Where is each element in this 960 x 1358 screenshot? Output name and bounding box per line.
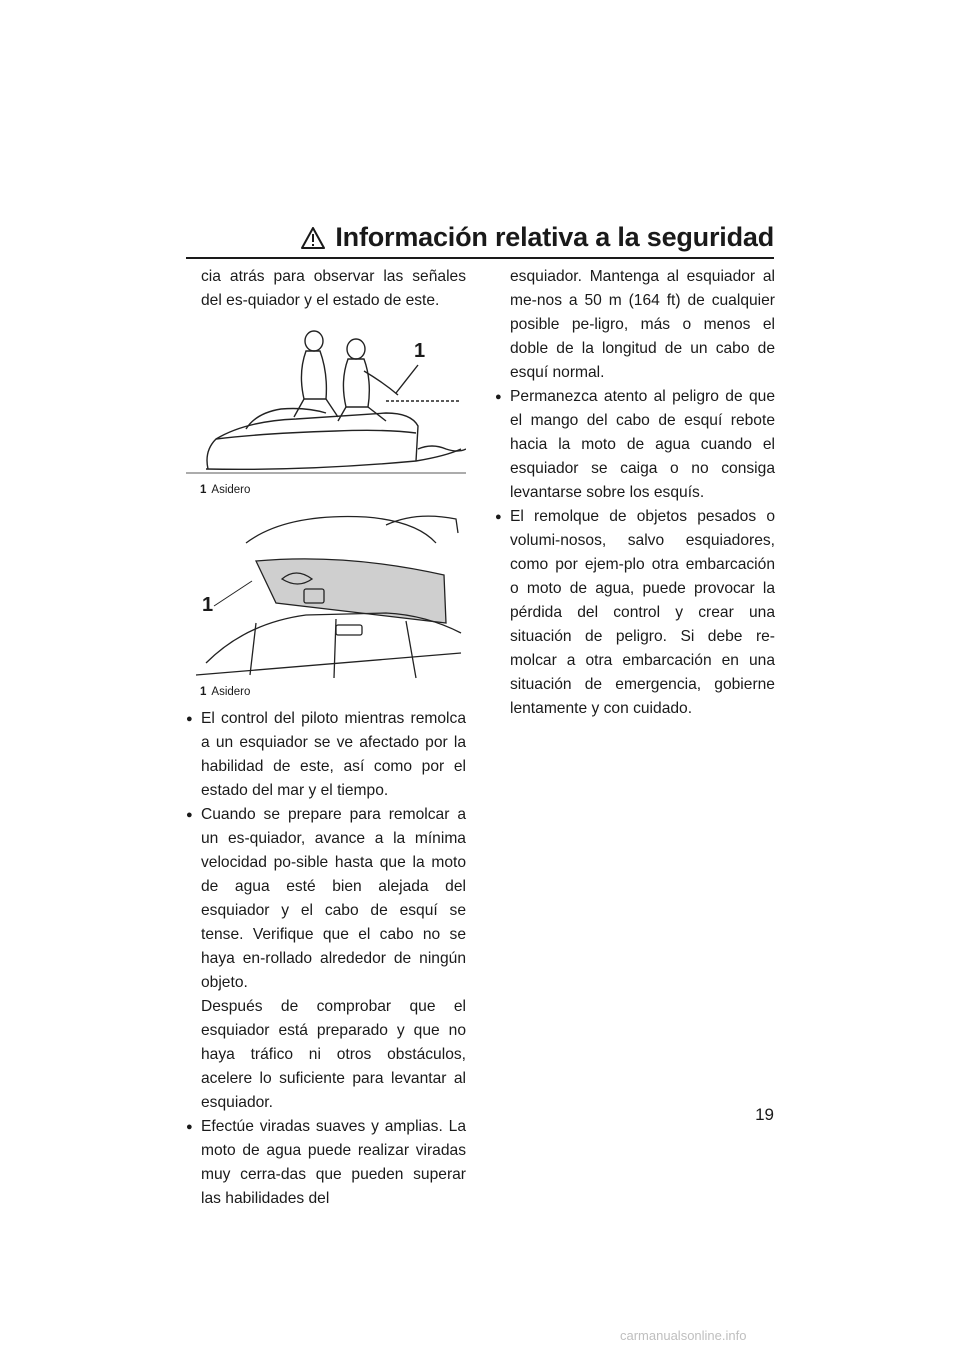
warning-triangle-icon <box>301 227 325 249</box>
bullet-turns: ● Efectúe viradas suaves y amplias. La moto de agua puede realizar viradas muy cerra-das que pueden superar las habilidades del <box>186 1115 466 1211</box>
bullet-pilot-control: ● El control del piloto mientras remolca a un esquiador se ve afectado por la habilidad de este, así como por el estado del mar y el tiempo. <box>186 707 466 803</box>
figure1-caption-number: 1 <box>200 484 207 496</box>
page-title-wrap <box>301 222 774 253</box>
figure1-callout: 1 <box>414 340 426 362</box>
figure2-caption-text: Asidero <box>211 686 251 698</box>
left-column <box>186 265 466 1211</box>
grab-handle-illustration <box>186 503 466 683</box>
figure1-caption <box>186 483 466 497</box>
jetski-towing-illustration <box>186 321 466 481</box>
bullet-prepare-tow: ● Cuando se prepare para remolcar a un es-quiador, avance a la mínima velocidad po-sible hasta que la moto de agua esté bien alejada del esquiador y el cabo de esquí se tense. Verifique que el cabo no se haya en-rollado alrededor de ningún objeto. <box>186 803 466 995</box>
bullet-towing-objects: ● El remolque de objetos pesados o volumi-nosos, salvo esquiadores, como por ejem-plo otra embarcación o moto de agua, puede provocar la pérdida del control y crear una situación de peligro. Si debe re-molcar a otra embarcación en una situación de emergencia, gobierne lentamente y con cuidado. <box>495 505 775 721</box>
page-header <box>186 222 774 254</box>
figure2-caption <box>186 685 466 699</box>
bullet-rope-rebound: ● Permanezca atento al peligro de que el mango del cabo de esquí rebote hacia la moto de agua cuando el esquiador se caiga o no consiga levantarse sobre los esquís. <box>495 385 775 505</box>
paragraph-accelerate: Después de comprobar que el esquiador está preparado y que no haya tráfico ni otros obstáculos, acelere lo suficiente para levantar al esquiador. <box>201 998 466 1111</box>
figure1-caption-text: Asidero <box>211 484 251 496</box>
figure2-caption-number: 1 <box>200 686 207 698</box>
seat-grab-handle-image <box>186 503 466 683</box>
paragraph-distance: esquiador. Mantenga al esquiador al me-nos a 50 m (164 ft) de cualquier posible pe-ligro, más o menos el doble de la longitud de un cabo de esquí normal. <box>510 268 775 381</box>
watermark: carmanualsonline.info <box>620 1328 747 1343</box>
figure2-callout: 1 <box>202 594 214 616</box>
page-number: 19 <box>755 1105 774 1124</box>
intro-paragraph: cia atrás para observar las señales del es-quiador y el estado de este. <box>201 268 466 309</box>
right-column <box>495 265 775 721</box>
header-rule <box>186 257 774 259</box>
page-title: Información relativa a la seguridad <box>335 222 774 252</box>
